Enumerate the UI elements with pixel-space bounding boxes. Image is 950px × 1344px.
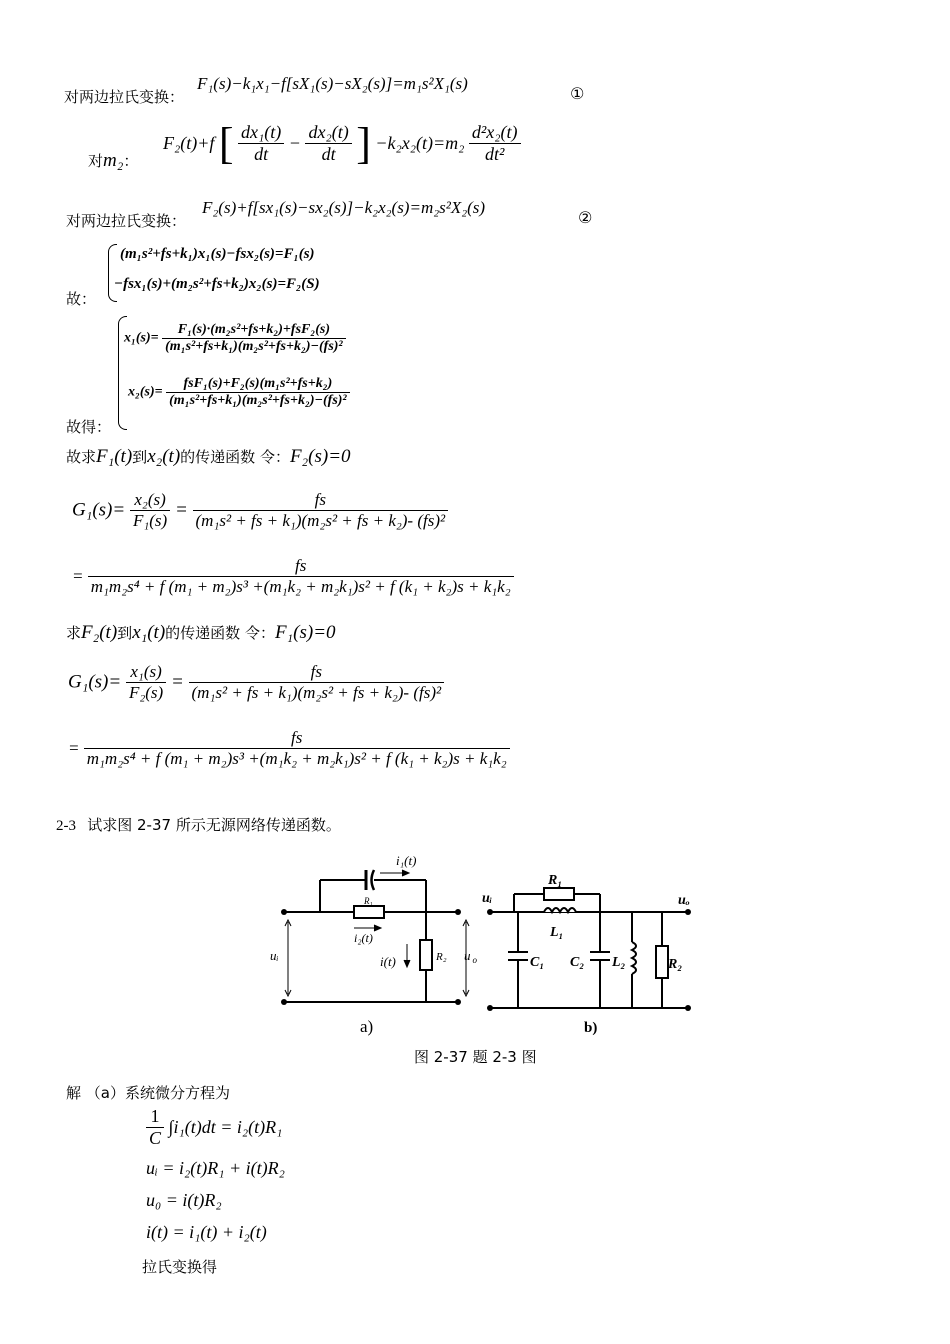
label-R1-b: R₁ <box>548 873 563 888</box>
equation-3: F₂(s)+f[sx₁(s)−sx₂(s)]−k₂x₂(s)=m₂s²X₂(s) <box>202 198 486 217</box>
label-ui-a: uᵢ <box>270 948 279 963</box>
equation-marker-1: ① <box>570 84 585 103</box>
laplace-label-2: 对两边拉氏变换： <box>66 212 187 230</box>
solution-heading: 解 （a）系统微分方程为 <box>66 1084 230 1102</box>
label-C2-b: C₂ <box>570 955 585 970</box>
figure-caption: 图 2-37 题 2-3 图 <box>414 1048 537 1066</box>
label-R2-b: R₂ <box>668 957 683 972</box>
g2-expanded: = fs m₁m₂s⁴ + f (m₁ + m₂)s³ +(m₁k₂ + m₂k₁)s² + f (k₁ + k₂)s + k₁k₂ <box>68 728 510 769</box>
circuit-b <box>490 888 688 1008</box>
therefore-label: 故： <box>66 290 97 308</box>
solution-eq-4: i(t) = i₁(t) + i₂(t) <box>146 1222 267 1242</box>
label-C1-b: C₁ <box>530 955 545 970</box>
system-brace <box>108 244 117 302</box>
system-eq-2: −fsx₁(s)+(m₂s²+fs+k₂)x₂(s)=F₂(S) <box>114 276 320 292</box>
laplace-label-1: 对两边拉氏变换： <box>64 88 185 106</box>
equation-marker-2: ② <box>578 208 593 227</box>
label-ui-b: uᵢ <box>482 891 493 906</box>
g1-expanded: = fs m₁m₂s⁴ + f (m₁ + m₂)s³ +(m₁k₂ + m₂k₁)s² + f (k₁ + k₂)s + k₁k₂ <box>72 556 514 597</box>
solution-eq-2: uᵢ = i₂(t)R₁ + i(t)R₂ <box>146 1158 285 1178</box>
label-L1-b: L₁ <box>550 925 564 940</box>
figure-b-label: b) <box>584 1020 598 1036</box>
m2-label: 对m₂： <box>88 150 139 171</box>
transfer-intro-1: 故求F₁(t)到x₂(t)的传递函数 令：F₂(s)=0 <box>66 446 351 467</box>
laplace-result-label: 拉氏变换得 <box>142 1258 218 1276</box>
arrows-a <box>285 870 469 996</box>
solution-eq-3: u₀ = i(t)R₂ <box>146 1190 222 1210</box>
label-L2-b: L₂ <box>612 955 626 970</box>
solution-eq-1: $\frac{1}{C}$ ∫i₁(t)dt = i₂(t)R₁ <box>146 1106 282 1149</box>
label-uo-a: u $_o$ <box>464 948 477 965</box>
label-R2-a: R₂ <box>436 951 447 963</box>
label-i1: i₁(t) <box>396 853 417 868</box>
obtain-label: 故得： <box>66 418 112 436</box>
x2-solution: x₂(s)= $\frac{\text{fsF₁(s)+F₂(s)(m₁s²+fs+k₂)}}{\text{(m₁s²+fs+k₁)(m₂s²+fs+k₂)−(fs)²}}$ <box>128 376 350 409</box>
x1-solution: x₁(s)= $\frac{\text{F₁(s)·(m₂s²+fs+k₂)+fsF₂(s)}}{\text{(m₁s²+fs+k₁)(m₂s²+fs+k₂)−(fs)²}}$ <box>124 322 346 355</box>
label-uo-b: uₒ <box>678 893 690 908</box>
problem-statement: 2-3 试求图 2-37 所示无源网络传递函数。 <box>56 816 341 834</box>
system-eq-1: (m₁s²+fs+k₁)x₁(s)−fsx₂(s)=F₁(s) <box>120 246 315 262</box>
terminals-a <box>281 909 461 1005</box>
g1-equation: G₁(s)= $\frac{\text{x₂(s)}}{\text{F₁(s)}}$ = $\frac{fs}{\text{(m₁s² + fs + k₁)(m₂s² + fs + k₂)- (fs)²}}$ <box>72 490 448 531</box>
g2-equation: G₁(s)= $\frac{\text{x₁(s)}}{\text{F₂(s)}}$ = $\frac{fs}{\text{(m₁s² + fs + k₁)(m₂s² + fs + k₂)- (fs)²}}$ <box>68 662 444 703</box>
equation-1: F₁(s)−k₁x₁−f[sX₁(s)−sX₂(s)]=m₁s²X₁(s) <box>197 74 468 93</box>
transfer-intro-2: 求F₂(t)到x₁(t)的传递函数 令：F₁(s)=0 <box>66 622 336 643</box>
label-i2: i₂(t) <box>354 931 373 945</box>
equation-2: F₂(t)+f [ $\frac{\text{dx₁(t)}}{dt}$ − $\frac{\text{dx₂(t)}}{dt}$ ] −k₂x₂(t)=m₂ $\frac{\text{d²x₂(t)}}{\text{dt²}}$ <box>163 118 521 169</box>
label-R1-a: R₁ <box>364 896 373 906</box>
figure-a-label: a) <box>360 1017 374 1036</box>
label-it: i(t) <box>380 954 396 969</box>
circuit-figure <box>268 848 708 1038</box>
